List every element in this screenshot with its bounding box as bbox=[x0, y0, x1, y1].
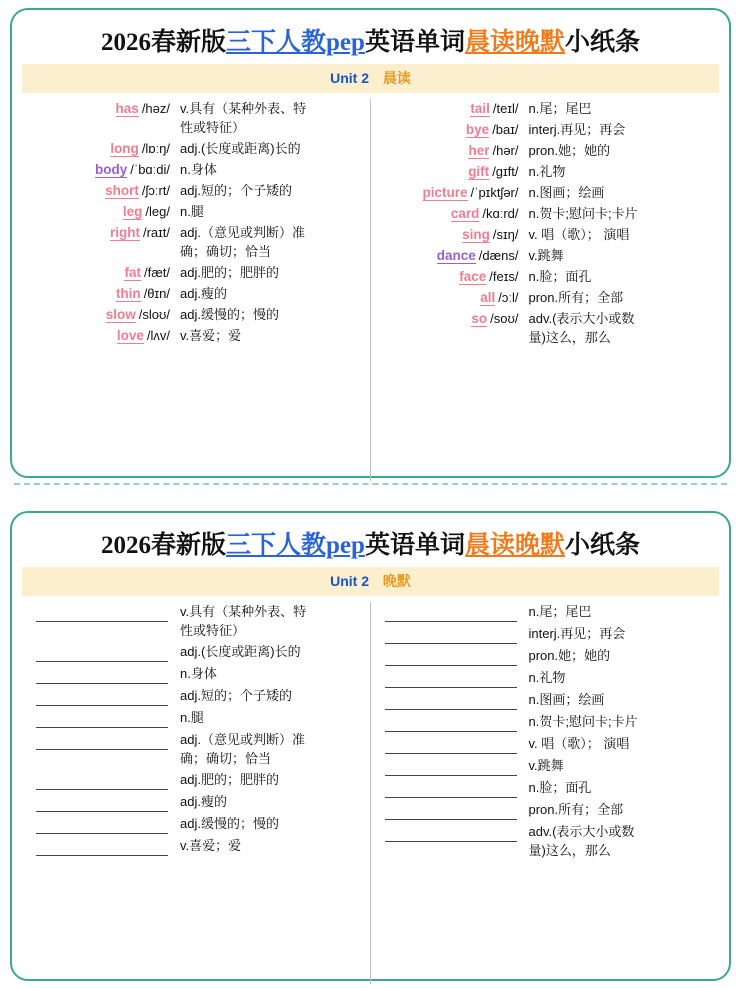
word-entry-row bbox=[377, 141, 714, 160]
word-entry-row bbox=[377, 668, 714, 688]
definition-text bbox=[178, 284, 364, 303]
word-entry-row bbox=[377, 800, 714, 820]
blank-line[interactable] bbox=[385, 668, 517, 688]
definition-text bbox=[527, 141, 714, 160]
phonetic-text: /sɪŋ/ bbox=[492, 227, 519, 242]
vocab-word: bye bbox=[465, 122, 490, 137]
definition-text bbox=[527, 800, 714, 819]
word-entry-row bbox=[28, 792, 364, 812]
word-entry-row bbox=[28, 686, 364, 706]
definition-text bbox=[178, 326, 364, 345]
word-and-phonetic bbox=[377, 120, 527, 139]
word-and-phonetic bbox=[377, 162, 527, 181]
definition-text bbox=[527, 646, 714, 665]
write-in-blank[interactable] bbox=[28, 836, 178, 856]
word-entry-row bbox=[28, 664, 364, 684]
word-entry-row bbox=[28, 602, 364, 640]
definition-text bbox=[178, 814, 364, 833]
word-entry-row bbox=[377, 267, 714, 286]
page-title-wanmo bbox=[22, 521, 719, 567]
definition-line: 量)这么，那么 bbox=[528, 330, 611, 345]
definition-line: adj.(长度或距离)长的 bbox=[180, 141, 301, 156]
definition-text bbox=[527, 756, 714, 775]
definition-text bbox=[178, 792, 364, 811]
definition-text bbox=[178, 139, 364, 158]
word-entry-row bbox=[28, 223, 364, 261]
word-entry-row bbox=[377, 778, 714, 798]
title-segment-2: 英语单词 bbox=[364, 29, 465, 56]
word-entry-row bbox=[377, 624, 714, 644]
definition-line: n.身体 bbox=[180, 162, 217, 177]
definition-line: n.腿 bbox=[180, 204, 204, 219]
definition-line: adj.(长度或距离)长的 bbox=[180, 644, 301, 659]
definition-text bbox=[527, 267, 714, 286]
definition-text bbox=[527, 822, 714, 860]
phonetic-text: /kɑːrd/ bbox=[482, 206, 519, 221]
word-columns-wanmo bbox=[22, 602, 719, 984]
definition-line: adj.（意见或判断）准 bbox=[180, 225, 305, 240]
definition-text bbox=[178, 160, 364, 179]
definition-line: pron.她；她的 bbox=[528, 648, 611, 663]
write-in-blank[interactable] bbox=[28, 602, 178, 622]
definition-line: 性或特征） bbox=[180, 120, 246, 135]
write-in-blank[interactable] bbox=[28, 770, 178, 790]
phonetic-text: /həz/ bbox=[141, 101, 170, 116]
word-entry-row bbox=[377, 756, 714, 776]
definition-text bbox=[178, 602, 364, 640]
definition-text bbox=[178, 202, 364, 221]
definition-text bbox=[527, 668, 714, 687]
definition-line: n.礼物 bbox=[528, 670, 566, 685]
word-and-phonetic bbox=[377, 225, 527, 244]
phonetic-text: /leg/ bbox=[145, 204, 170, 219]
definition-line: adv.(表示大小或数 bbox=[528, 311, 635, 326]
vocab-word: fat bbox=[124, 265, 141, 280]
definition-line: adj.（意见或判断）准 bbox=[180, 732, 305, 747]
definition-line: v.喜爱；爱 bbox=[180, 328, 242, 343]
write-in-blank[interactable] bbox=[28, 730, 178, 750]
word-and-phonetic bbox=[28, 284, 178, 303]
definition-line: n.贺卡;慰问卡;卡片 bbox=[528, 714, 638, 729]
definition-text bbox=[178, 263, 364, 282]
definition-text bbox=[178, 664, 364, 683]
title-segment-2: 英语单词 bbox=[364, 532, 465, 559]
word-entry-row bbox=[377, 288, 714, 307]
definition-text bbox=[527, 712, 714, 731]
blank-line[interactable] bbox=[385, 756, 517, 776]
left-column-wanmo bbox=[22, 602, 371, 984]
blank-line[interactable] bbox=[36, 770, 168, 790]
word-entry-row bbox=[377, 309, 714, 347]
definition-line: n.尾；尾巴 bbox=[528, 604, 592, 619]
word-and-phonetic bbox=[28, 99, 178, 118]
definition-line: v.喜爱；爱 bbox=[180, 838, 242, 853]
write-in-blank[interactable] bbox=[377, 822, 527, 842]
title-segment-0: 2026春新版 bbox=[101, 29, 227, 56]
mode-label: 晨读 bbox=[382, 70, 411, 86]
word-entry-row bbox=[28, 202, 364, 221]
word-entry-row bbox=[28, 326, 364, 345]
phonetic-text: /gɪft/ bbox=[492, 164, 519, 179]
word-entry-row bbox=[377, 690, 714, 710]
unit-label: Unit 2 bbox=[330, 70, 369, 86]
definition-text bbox=[527, 778, 714, 797]
vocab-word: short bbox=[105, 183, 139, 198]
vocab-word: love bbox=[116, 328, 144, 343]
cut-divider bbox=[14, 483, 727, 507]
phonetic-text: /ɔːl/ bbox=[498, 290, 519, 305]
word-entry-row bbox=[28, 836, 364, 856]
word-entry-row bbox=[377, 225, 714, 244]
definition-line: v. 唱（歌）； 演唱 bbox=[528, 227, 630, 242]
vocab-word: tail bbox=[470, 101, 490, 116]
write-in-blank[interactable] bbox=[377, 602, 527, 622]
phonetic-text: /teɪl/ bbox=[492, 101, 519, 116]
word-entry-row bbox=[28, 642, 364, 662]
word-and-phonetic bbox=[377, 267, 527, 286]
vocab-word: has bbox=[115, 101, 139, 116]
definition-text bbox=[178, 686, 364, 705]
definition-line: adj.短的；个子矮的 bbox=[180, 688, 292, 703]
title-segment-0: 2026春新版 bbox=[101, 532, 227, 559]
definition-line: adj.短的；个子矮的 bbox=[180, 183, 292, 198]
blank-line[interactable] bbox=[385, 778, 517, 798]
word-and-phonetic bbox=[377, 288, 527, 307]
definition-line: adj.肥的；肥胖的 bbox=[180, 772, 279, 787]
definition-line: adj.瘦的 bbox=[180, 286, 227, 301]
vocab-word: gift bbox=[468, 164, 490, 179]
vocab-word: picture bbox=[422, 185, 468, 200]
vocab-word: slow bbox=[105, 307, 136, 322]
definition-line: 确；确切；恰当 bbox=[180, 751, 272, 766]
definition-line: adv.(表示大小或数 bbox=[528, 824, 635, 839]
word-entry-row bbox=[28, 139, 364, 158]
vocab-word: card bbox=[450, 206, 480, 221]
vocab-word: right bbox=[109, 225, 140, 240]
write-in-blank[interactable] bbox=[377, 756, 527, 776]
write-in-blank[interactable] bbox=[28, 642, 178, 662]
word-and-phonetic bbox=[377, 183, 527, 202]
definition-line: adj.瘦的 bbox=[180, 794, 227, 809]
definition-text bbox=[527, 246, 714, 265]
definition-line: n.尾；尾巴 bbox=[528, 101, 592, 116]
write-in-blank[interactable] bbox=[377, 624, 527, 644]
word-entry-row bbox=[377, 712, 714, 732]
definition-line: v. 唱（歌）； 演唱 bbox=[528, 736, 630, 751]
definition-line: v.跳舞 bbox=[528, 248, 564, 263]
definition-text bbox=[527, 288, 714, 307]
definition-text bbox=[527, 99, 714, 118]
definition-line: 确；确切；恰当 bbox=[180, 244, 272, 259]
definition-text bbox=[527, 309, 714, 347]
vocab-word: leg bbox=[122, 204, 143, 219]
definition-line: n.脸；面孔 bbox=[528, 269, 592, 284]
blank-line[interactable] bbox=[36, 642, 168, 662]
word-entry-row bbox=[28, 814, 364, 834]
word-entry-row bbox=[28, 305, 364, 324]
blank-line[interactable] bbox=[385, 712, 517, 732]
definition-text bbox=[178, 730, 364, 768]
blank-line[interactable] bbox=[36, 664, 168, 684]
definition-line: n.图画；绘画 bbox=[528, 692, 605, 707]
phonetic-text: /soʊ/ bbox=[490, 311, 519, 326]
definition-text bbox=[178, 708, 364, 727]
word-and-phonetic bbox=[28, 202, 178, 221]
vocab-word: long bbox=[110, 141, 139, 156]
blank-line[interactable] bbox=[36, 730, 168, 750]
blank-line[interactable] bbox=[385, 602, 517, 622]
unit-label: Unit 2 bbox=[330, 573, 369, 589]
phonetic-text: /dæns/ bbox=[478, 248, 519, 263]
write-in-blank[interactable] bbox=[28, 708, 178, 728]
vocab-word: dance bbox=[436, 248, 476, 263]
definition-line: n.图画；绘画 bbox=[528, 185, 605, 200]
definition-line: v.具有（某种外表、特 bbox=[180, 604, 307, 619]
phonetic-text: /raɪt/ bbox=[142, 225, 170, 240]
phonetic-text: /θɪn/ bbox=[143, 286, 170, 301]
vocab-word: sing bbox=[462, 227, 490, 242]
title-segment-3: 晨读晚默 bbox=[464, 532, 565, 559]
blank-line[interactable] bbox=[36, 836, 168, 856]
word-entry-row bbox=[28, 263, 364, 282]
word-entry-row bbox=[377, 99, 714, 118]
word-entry-row bbox=[28, 160, 364, 179]
definition-line: v.跳舞 bbox=[528, 758, 564, 773]
blank-line[interactable] bbox=[36, 708, 168, 728]
write-in-blank[interactable] bbox=[28, 686, 178, 706]
vocab-word: her bbox=[468, 143, 490, 158]
write-in-blank[interactable] bbox=[377, 712, 527, 732]
vocab-word: face bbox=[459, 269, 487, 284]
word-and-phonetic bbox=[377, 99, 527, 118]
word-entry-row bbox=[377, 183, 714, 202]
definition-text bbox=[527, 734, 714, 753]
phonetic-text: /fæt/ bbox=[143, 265, 170, 280]
definition-line: n.身体 bbox=[180, 666, 217, 681]
vocab-word: all bbox=[480, 290, 496, 305]
vocab-word: thin bbox=[115, 286, 141, 301]
word-entry-row bbox=[377, 246, 714, 265]
left-column-chenduo bbox=[22, 99, 371, 481]
word-and-phonetic bbox=[28, 326, 178, 345]
word-entry-row bbox=[28, 708, 364, 728]
word-and-phonetic bbox=[28, 181, 178, 200]
definition-text bbox=[527, 120, 714, 139]
definition-line: adj.缓慢的；慢的 bbox=[180, 307, 279, 322]
section-card-wanmo bbox=[10, 511, 731, 981]
word-entry-row bbox=[377, 602, 714, 622]
word-and-phonetic bbox=[377, 309, 527, 328]
word-and-phonetic bbox=[28, 160, 178, 179]
definition-text bbox=[178, 642, 364, 661]
definition-line: adj.缓慢的；慢的 bbox=[180, 816, 279, 831]
definition-text bbox=[527, 690, 714, 709]
word-and-phonetic bbox=[28, 305, 178, 324]
word-and-phonetic bbox=[377, 246, 527, 265]
definition-line: interj.再见；再会 bbox=[528, 122, 626, 137]
write-in-blank[interactable] bbox=[28, 814, 178, 834]
phonetic-text: /ʃɔːrt/ bbox=[141, 183, 170, 198]
definition-text bbox=[178, 836, 364, 855]
word-and-phonetic bbox=[377, 141, 527, 160]
word-entry-row bbox=[28, 99, 364, 137]
title-segment-3: 晨读晚默 bbox=[464, 29, 565, 56]
blank-line[interactable] bbox=[36, 814, 168, 834]
definition-text bbox=[527, 624, 714, 643]
word-and-phonetic bbox=[28, 139, 178, 158]
definition-text bbox=[178, 770, 364, 789]
definition-text bbox=[527, 225, 714, 244]
word-entry-row bbox=[377, 204, 714, 223]
blank-line[interactable] bbox=[36, 602, 168, 622]
definition-text bbox=[178, 99, 364, 137]
definition-text bbox=[527, 183, 714, 202]
definition-line: pron.所有；全部 bbox=[528, 802, 624, 817]
definition-line: interj.再见；再会 bbox=[528, 626, 626, 641]
blank-line[interactable] bbox=[385, 822, 517, 842]
word-and-phonetic bbox=[377, 204, 527, 223]
word-entry-row bbox=[377, 822, 714, 860]
word-entry-row bbox=[28, 284, 364, 303]
write-in-blank[interactable] bbox=[28, 792, 178, 812]
word-entry-row bbox=[377, 646, 714, 666]
write-in-blank[interactable] bbox=[377, 668, 527, 688]
section-card-chenduo bbox=[10, 8, 731, 478]
definition-line: n.贺卡;慰问卡;卡片 bbox=[528, 206, 638, 221]
word-columns-chenduo bbox=[22, 99, 719, 481]
definition-text bbox=[527, 602, 714, 621]
blank-line[interactable] bbox=[385, 624, 517, 644]
unit-bar-wanmo bbox=[22, 567, 719, 596]
definition-text bbox=[527, 162, 714, 181]
phonetic-text: /lʌv/ bbox=[146, 328, 170, 343]
definition-line: 性或特征） bbox=[180, 623, 246, 638]
write-in-blank[interactable] bbox=[377, 646, 527, 666]
word-entry-row bbox=[28, 770, 364, 790]
definition-line: adj.肥的；肥胖的 bbox=[180, 265, 279, 280]
blank-line[interactable] bbox=[36, 792, 168, 812]
blank-line[interactable] bbox=[36, 686, 168, 706]
right-column-wanmo bbox=[371, 602, 720, 984]
definition-line: v.具有（某种外表、特 bbox=[180, 101, 307, 116]
phonetic-text: /ˈpɪktʃər/ bbox=[470, 185, 519, 200]
blank-line[interactable] bbox=[385, 646, 517, 666]
definition-text bbox=[178, 181, 364, 200]
write-in-blank[interactable] bbox=[377, 778, 527, 798]
title-segment-1: 三下人教pep bbox=[226, 29, 365, 56]
word-entry-row bbox=[28, 181, 364, 200]
definition-line: n.腿 bbox=[180, 710, 204, 725]
title-segment-4: 小纸条 bbox=[564, 532, 640, 559]
mode-label: 晚默 bbox=[382, 573, 411, 589]
word-entry-row bbox=[377, 734, 714, 754]
phonetic-text: /ˈbɑːdi/ bbox=[130, 162, 170, 177]
unit-bar-chenduo bbox=[22, 64, 719, 93]
word-entry-row bbox=[28, 730, 364, 768]
phonetic-text: /baɪ/ bbox=[492, 122, 519, 137]
word-entry-row bbox=[377, 162, 714, 181]
right-column-chenduo bbox=[371, 99, 720, 481]
definition-line: 量)这么，那么 bbox=[528, 843, 611, 858]
definition-text bbox=[178, 305, 364, 324]
write-in-blank[interactable] bbox=[377, 800, 527, 820]
phonetic-text: /sloʊ/ bbox=[138, 307, 170, 322]
definition-text bbox=[527, 204, 714, 223]
word-entry-row bbox=[377, 120, 714, 139]
title-segment-1: 三下人教pep bbox=[226, 532, 365, 559]
title-segment-4: 小纸条 bbox=[564, 29, 640, 56]
phonetic-text: /feɪs/ bbox=[489, 269, 519, 284]
blank-line[interactable] bbox=[385, 800, 517, 820]
definition-line: n.礼物 bbox=[528, 164, 566, 179]
blank-line[interactable] bbox=[385, 690, 517, 710]
write-in-blank[interactable] bbox=[28, 664, 178, 684]
vocab-word: so bbox=[471, 311, 488, 326]
write-in-blank[interactable] bbox=[377, 734, 527, 754]
word-and-phonetic bbox=[28, 223, 178, 242]
write-in-blank[interactable] bbox=[377, 690, 527, 710]
word-and-phonetic bbox=[28, 263, 178, 282]
definition-line: pron.所有；全部 bbox=[528, 290, 624, 305]
definition-line: n.脸；面孔 bbox=[528, 780, 592, 795]
vocab-word: body bbox=[95, 162, 128, 177]
phonetic-text: /lɒːŋ/ bbox=[141, 141, 170, 156]
definition-text bbox=[178, 223, 364, 261]
page-title-chenduo bbox=[22, 18, 719, 64]
definition-line: pron.她；她的 bbox=[528, 143, 611, 158]
blank-line[interactable] bbox=[385, 734, 517, 754]
phonetic-text: /hər/ bbox=[492, 143, 519, 158]
